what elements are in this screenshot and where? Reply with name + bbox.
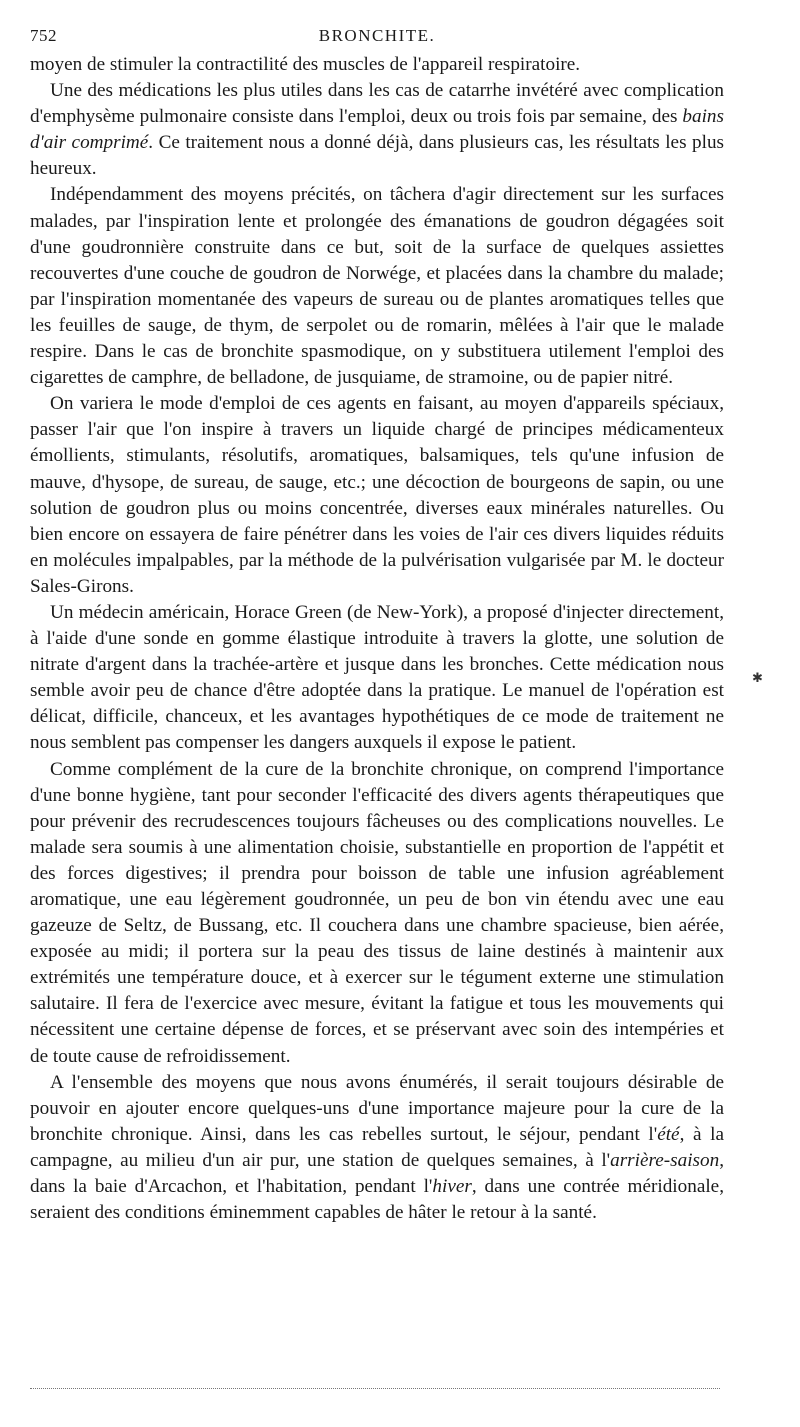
italic-text: arrière-saison bbox=[610, 1149, 720, 1171]
running-head bbox=[30, 22, 724, 52]
footer-dotted-rule bbox=[30, 1388, 720, 1389]
document-page bbox=[30, 22, 724, 1226]
text-run: Un médecin américain, Horace Green (de New-York), a proposé d'injecter directement, à l'aide d'une sonde en gomme élastique introduite à travers la glotte, une solution de nitrate d'argent dans la trachée-artère et jusque dans les bronches. Cette médication nous semble avoir peu de chance d'être adoptée dans la pratique. Le manuel de l'opération est délicat, difficile, chanceux, et les avantages hypothétiques de ce mode de traitement ne nous semblent pas compenser les dangers auxquels il expose le patient. bbox=[30, 601, 724, 754]
text-run: Une des médications les plus utiles dans les cas de catarrhe invétéré avec complication d'emphysème pulmonaire consiste dans l'emploi, deux ou trois fois par semaine, des bbox=[30, 80, 724, 128]
text-run: , dans la baie d'Arcachon, et l'habitation, pendant l' bbox=[30, 1149, 724, 1198]
text-run: A l'ensemble des moyens que nous avons énumérés, il serait toujours désirable de pouvoir en ajouter encore quelques-uns d'une importance majeure pour la cure de la bronchite chronique. Ainsi, dans les cas rebelles surtout, le séjour, pendant l' bbox=[30, 1071, 724, 1145]
page-number: 752 bbox=[30, 26, 57, 45]
italic-text: hiver bbox=[432, 1176, 472, 1198]
paragraph bbox=[30, 182, 724, 391]
margin-mark: ✱ bbox=[752, 670, 763, 685]
paragraph bbox=[30, 600, 724, 757]
text-run: Comme complément de la cure de la bronchite chronique, on comprend l'importance d'une bonne hygiène, tant pour seconder l'efficacité des divers agents thérapeutiques que pour prévenir des recrudescences toujours fâcheuses ou des complications nouvelles. Le malade sera soumis à une alimentation choisie, substantielle en proportion de l'appétit et des forces digestives; il prendra pour boisson de table une infusion agréablement aromatique, une eau légèrement goudronnée, un peu de bon vin étendu avec une eau gazeuze de Seltz, de Bussang, etc. Il couchera dans une chambre spacieuse, bien aérée, exposée au midi; il portera sur la peau des tissus de laine destinés à maintenir aux extrémités une température douce, et à exercer sur le tégument externe une stimulation salutaire. Il fera de l'exercice avec mesure, évitant la fatigue et tous les mouvements qui nécessitent une certaine dépense de forces, et se préservant avec soin des intempéries et de toute cause de refroidissement. bbox=[30, 758, 724, 1067]
body-text bbox=[30, 52, 724, 1226]
paragraph bbox=[30, 757, 724, 1070]
paragraph bbox=[30, 78, 724, 182]
text-run: , dans une contrée méridionale, seraient des conditions éminemment capables de hâter le retour à la santé. bbox=[30, 1176, 724, 1224]
text-run: On variera le mode d'emploi de ces agents en faisant, au moyen d'appareils spéciaux, passer l'air que l'on inspire à travers un liquide chargé de principes médicamenteux émollients, stimulants, résolutifs, aromatiques, balsamiques, tels qu'une infusion de mauve, d'hysope, de sureau, de sauge, etc.; une décoction de bourgeons de sapin, ou une solution de goudron plus ou moins concentrée, diverses eaux minérales naturelles. Ou bien encore on essayera de faire pénétrer dans les voies de l'air ces divers liquides réduits en molécules impalpables, par la méthode de la pulvérisation vulgarisée par M. le docteur Sales-Girons. bbox=[30, 393, 724, 597]
italic-text: bains d'air comprimé bbox=[30, 106, 724, 154]
text-run: moyen de stimuler la contractilité des muscles de l'appareil respiratoire. bbox=[30, 54, 581, 75]
paragraph bbox=[30, 52, 724, 78]
text-run: Indépendamment des moyens précités, on tâchera d'agir directement sur les surfaces malades, par l'inspiration lente et prolongée des émanations de goudron dégagées soit d'une goudronnière construite dans ce but, soit de la surface de quelques assiettes recouvertes d'une couche de goudron de Norwége, et placées dans la chambre du malade; par l'inspiration momentanée des vapeurs de sureau ou de plantes aromatiques telles que les feuilles de sauge, de thym, de serpolet ou de romarin, mêlées à l'air que le malade respire. Dans le cas de bronchite spasmodique, on y substituera utilement l'emploi des cigarettes de camphre, de belladone, de jusquiame, de stramoine, ou de papier nitré. bbox=[30, 184, 724, 389]
italic-text: été bbox=[657, 1123, 680, 1145]
text-run: , à la campagne, au milieu d'un air pur, une station de quelques semaines, à l' bbox=[30, 1123, 724, 1171]
paragraph bbox=[30, 1070, 724, 1227]
paragraph bbox=[30, 391, 724, 600]
text-run: . Ce traitement nous a donné déjà, dans plusieurs cas, les résultats les plus heureux. bbox=[30, 132, 724, 180]
running-title: BRONCHITE. bbox=[318, 26, 436, 45]
